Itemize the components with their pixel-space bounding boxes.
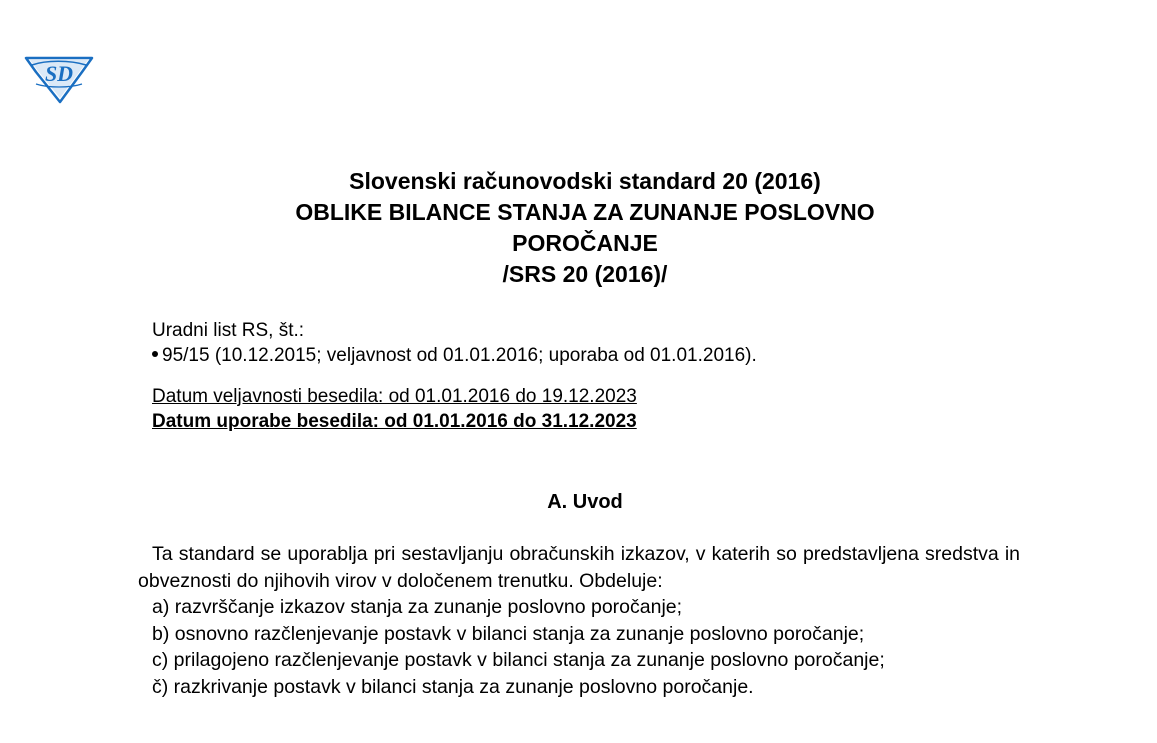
gazette-label: Uradni list RS, št.: bbox=[152, 320, 305, 341]
title-line-4: /SRS 20 (2016)/ bbox=[502, 261, 668, 287]
section-body bbox=[138, 541, 1020, 700]
gazette-entry bbox=[152, 343, 757, 368]
section-heading: A. Uvod bbox=[547, 491, 623, 513]
document-title bbox=[0, 166, 1157, 290]
usage-date-link[interactable]: Datum uporabe besedila: od 01.01.2016 do 31.12.2023 bbox=[152, 411, 637, 432]
gazette-entry-text: 95/15 (10.12.2015; veljavnost od 01.01.2016; uporaba od 01.01.2016). bbox=[162, 345, 757, 366]
sd-logo-icon bbox=[22, 50, 96, 104]
official-gazette bbox=[152, 318, 757, 368]
bullet-icon bbox=[152, 351, 158, 357]
title-line-2: OBLIKE BILANCE STANJA ZA ZUNANJE POSLOVNO bbox=[295, 199, 875, 225]
list-item-b: b) osnovno razčlenjevanje postavk v bilanci stanja za zunanje poslovno poročanje; bbox=[152, 622, 865, 645]
list-item-c: c) prilagojeno razčlenjevanje postavk v bilanci stanja za zunanje poslovno poročanje; bbox=[152, 649, 885, 671]
intro-paragraph: Ta standard se uporablja pri sestavljanju obračunskih izkazov, v katerih so predstavljena sredstva in obveznosti do njihovih virov v določenem trenutku. Obdeluje: bbox=[138, 543, 1020, 592]
validity-date-link[interactable]: Datum veljavnosti besedila: od 01.01.2016 do 19.12.2023 bbox=[152, 386, 637, 407]
title-line-1: Slovenski računovodski standard 20 (2016) bbox=[349, 168, 821, 194]
list-item-ch: č) razkrivanje postavk v bilanci stanja za zunanje poslovno poročanje. bbox=[152, 675, 754, 698]
svg-text:SD: SD bbox=[44, 61, 74, 86]
title-line-3: POROČANJE bbox=[512, 230, 658, 256]
list-item-a: a) razvrščanje izkazov stanja za zunanje poslovno poročanje; bbox=[152, 596, 683, 618]
validity-dates bbox=[152, 384, 637, 434]
